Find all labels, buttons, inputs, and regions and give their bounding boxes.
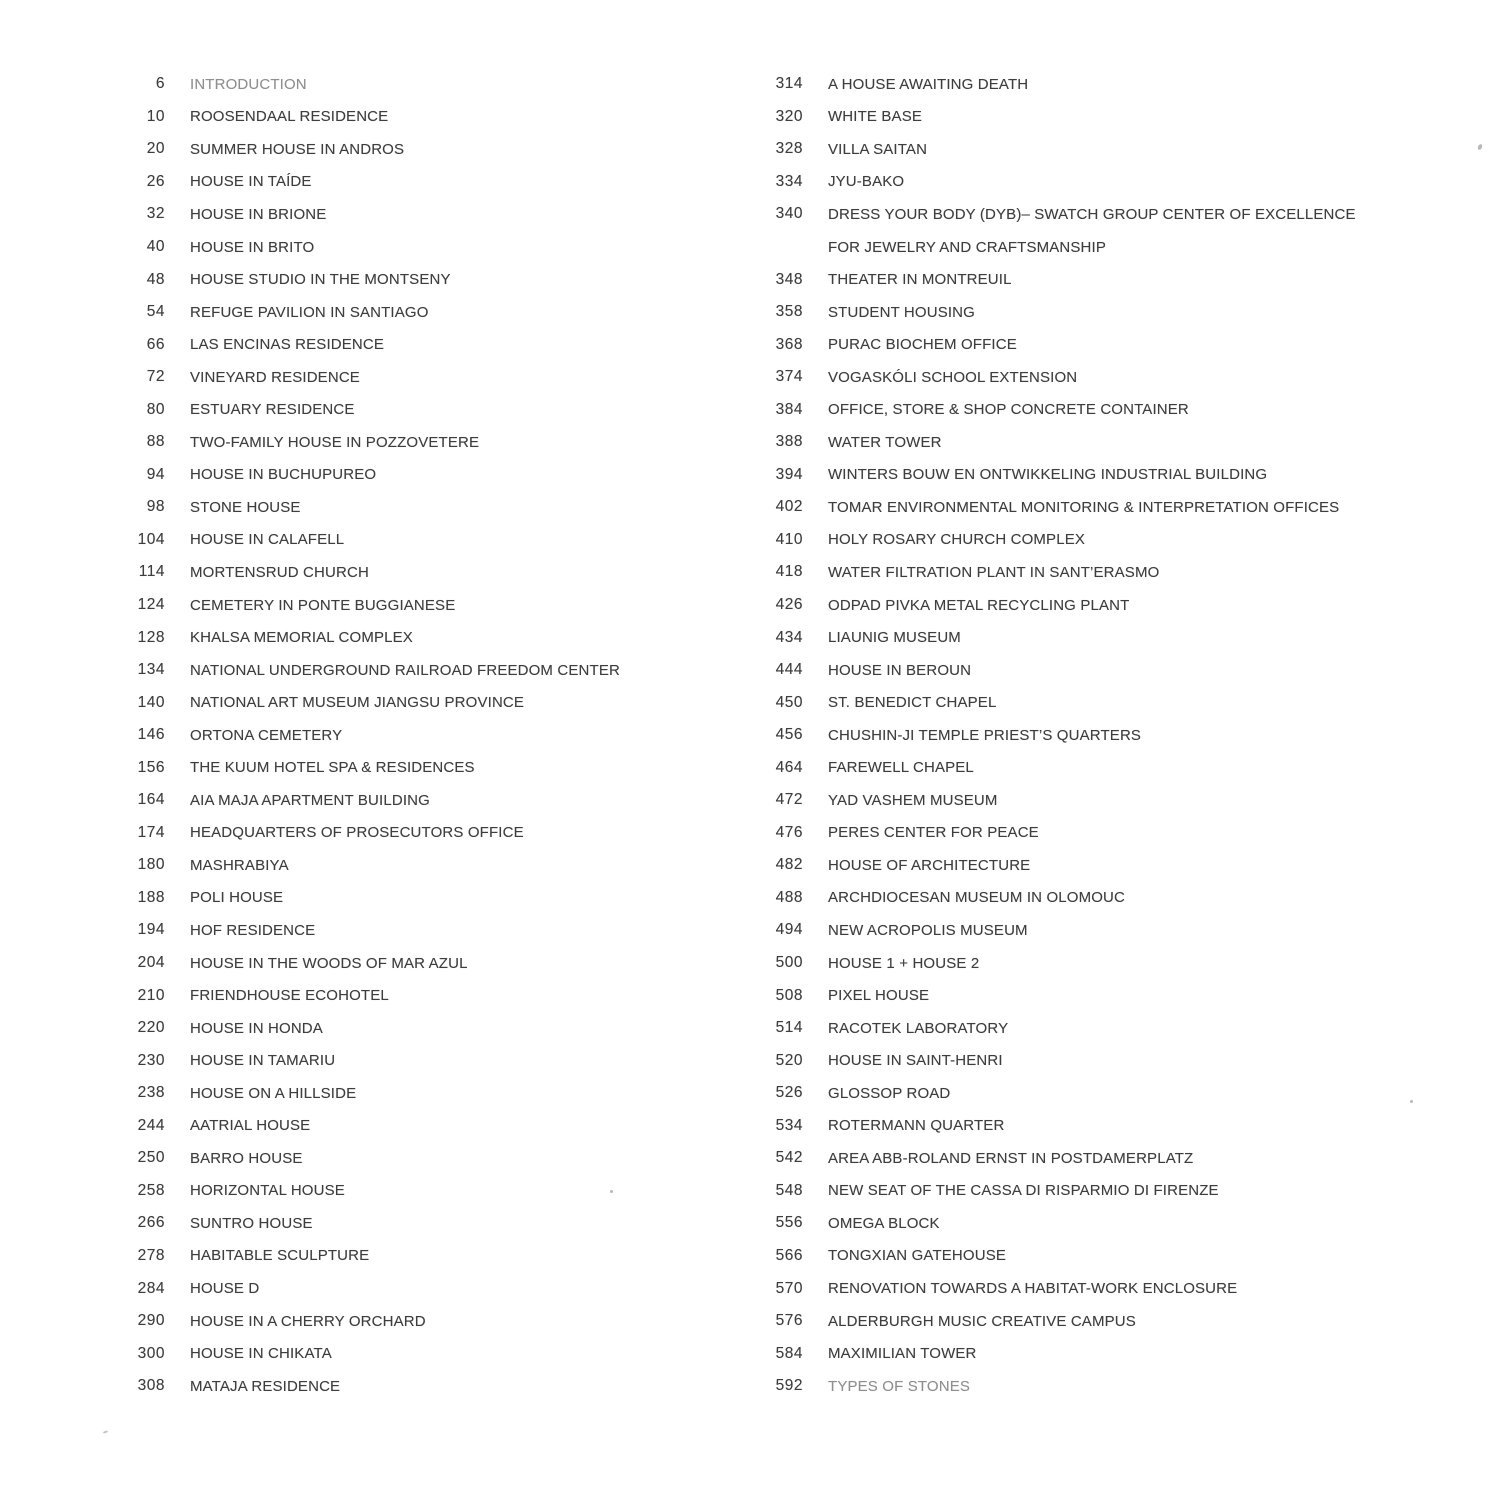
entry-title: TYPES OF STONES [828,1377,971,1395]
entry-title: RENOVATION TOWARDS A HABITAT-WORK ENCLOSURE [828,1280,1238,1297]
page-number: 334 [775,172,803,190]
toc-row [738,426,1438,459]
entry-title: AIA MAJA APARTMENT BUILDING [190,791,430,809]
entry-title: BARRO HOUSE [190,1149,303,1167]
entry-title: ROOSENDAAL RESIDENCE [190,108,389,126]
toc-row [738,621,1438,654]
entry-title: WATER TOWER [828,433,942,451]
entry-title: HOUSE STUDIO IN THE MONTSENY [190,271,451,289]
page-number: 542 [775,1149,803,1167]
page-number: 188 [137,888,165,906]
entry-title: HOUSE IN TAMARIU [190,1052,336,1070]
toc-row [738,979,1438,1012]
page-number: 300 [137,1344,165,1362]
toc-row [100,101,730,134]
page-number: 340 [775,205,803,223]
page-number: 566 [775,1246,803,1264]
entry-title: VOGASKÓLI SCHOOL EXTENSION [828,368,1078,386]
entry-title: ORTONA CEMETERY [190,726,343,744]
entry-title: WHITE BASE [828,108,923,126]
page-number: 494 [775,921,803,939]
toc-row [738,491,1438,524]
page-number: 576 [775,1312,803,1330]
page-number: 526 [775,1084,803,1102]
toc-row [100,1077,730,1110]
page-number: 444 [775,661,803,679]
page-number: 508 [775,986,803,1004]
page-number: 266 [137,1214,165,1232]
entry-title: CHUSHIN-JI TEMPLE PRIEST’S QUARTERS [828,726,1142,744]
toc-row [738,1370,1438,1403]
page-number: 88 [146,433,165,451]
page-number: 418 [775,563,803,581]
entry-title: HOUSE IN BRIONE [190,205,327,223]
page-number: 134 [137,661,165,679]
page-number: 290 [137,1312,165,1330]
entry-title: HOF RESIDENCE [190,921,316,939]
scan-speck [103,1430,108,1434]
page-number: 146 [137,726,165,744]
page-number: 94 [146,465,165,483]
toc-row [100,784,730,817]
entry-title: PIXEL HOUSE [828,987,930,1005]
page-number: 520 [775,1051,803,1069]
page-number: 384 [775,400,803,418]
entry-title: HOLY ROSARY CHURCH COMPLEX [828,531,1086,549]
toc-row [100,751,730,784]
entry-title: GLOSSOP ROAD [828,1084,951,1102]
page-number: 472 [775,791,803,809]
toc-row [738,1272,1438,1305]
page-number: 456 [775,726,803,744]
entry-title: PURAC BIOCHEM OFFICE [828,336,1017,354]
toc-row [738,328,1438,361]
toc-row [100,361,730,394]
page-number: 482 [775,856,803,874]
toc-row [738,914,1438,947]
toc-row [100,263,730,296]
page-number: 464 [775,758,803,776]
toc-row [100,719,730,752]
toc-row [100,198,730,231]
page-number: 534 [775,1116,803,1134]
toc-column-left [100,68,730,1402]
page-number: 194 [137,921,165,939]
page-number: 230 [137,1051,165,1069]
entry-title: AATRIAL HOUSE [190,1117,311,1135]
page-number: 20 [146,140,165,158]
page-number: 556 [775,1214,803,1232]
page-number: 156 [137,758,165,776]
page-number: 220 [137,1019,165,1037]
entry-title: DRESS YOUR BODY (DYB)– SWATCH GROUP CENTER OF EXCELLENCE [828,205,1356,223]
page-number: 402 [775,498,803,516]
entry-title: LAS ENCINAS RESIDENCE [190,336,385,354]
toc-row [738,1175,1438,1208]
entry-title: WINTERS BOUW EN ONTWIKKELING INDUSTRIAL BUILDING [828,466,1268,484]
toc-row [738,654,1438,687]
toc-row [100,914,730,947]
toc-row [738,68,1438,101]
toc-row [738,1240,1438,1273]
page-number: 124 [137,596,165,614]
page-number: 238 [137,1084,165,1102]
entry-title: THE KUUM HOTEL SPA & RESIDENCES [190,759,475,777]
page-number: 66 [146,335,165,353]
entry-title: MASHRABIYA [190,856,289,874]
page-number: 308 [137,1377,165,1395]
toc-row [100,1305,730,1338]
toc-row [100,133,730,166]
page-number: 488 [775,888,803,906]
entry-title: HORIZONTAL HOUSE [190,1182,345,1200]
toc-row [738,686,1438,719]
page-number: 394 [775,465,803,483]
entry-title: HOUSE ON A HILLSIDE [190,1084,357,1102]
page-number: 500 [775,954,803,972]
toc-row [738,784,1438,817]
toc-row [738,1142,1438,1175]
page-number: 180 [137,856,165,874]
page-number: 140 [137,693,165,711]
page-number: 164 [137,791,165,809]
page-number: 584 [775,1344,803,1362]
toc-row [100,589,730,622]
entry-title: A HOUSE AWAITING DEATH [828,75,1029,93]
page-number: 320 [775,107,803,125]
entry-title: HOUSE IN TAÍDE [190,173,312,191]
toc-row [738,1077,1438,1110]
page-number: 32 [146,205,165,223]
entry-title: ALDERBURGH MUSIC CREATIVE CAMPUS [828,1312,1136,1330]
entry-title: HOUSE IN HONDA [190,1019,323,1037]
entry-title: HOUSE IN CHIKATA [190,1345,332,1363]
toc-row [738,1337,1438,1370]
page-number: 314 [775,75,803,93]
entry-title: LIAUNIG MUSEUM [828,629,961,647]
page-number: 54 [146,303,165,321]
page-number: 358 [775,303,803,321]
entry-title: AREA ABB-ROLAND ERNST IN POSTDAMERPLATZ [828,1149,1194,1167]
toc-row [100,817,730,850]
page-number: 48 [146,270,165,288]
toc-row [100,654,730,687]
entry-title: NATIONAL UNDERGROUND RAILROAD FREEDOM CENTER [190,661,620,679]
page-number: 114 [138,563,165,581]
toc-row [100,1207,730,1240]
entry-title: RACOTEK LABORATORY [828,1019,1009,1037]
entry-title: ROTERMANN QUARTER [828,1117,1005,1135]
toc-row [738,589,1438,622]
toc-row [100,491,730,524]
entry-title: YAD VASHEM MUSEUM [828,791,998,809]
page-number: 374 [775,368,803,386]
page-number: 258 [137,1181,165,1199]
entry-title: PERES CENTER FOR PEACE [828,824,1039,842]
entry-title: FRIENDHOUSE ECOHOTEL [190,987,389,1005]
entry-title: JYU-BAKO [828,173,905,191]
toc-row [738,133,1438,166]
page-number: 328 [775,140,803,158]
page-number: 514 [775,1019,803,1037]
entry-title: WATER FILTRATION PLANT IN SANT’ERASMO [828,563,1160,581]
entry-title: HEADQUARTERS OF PROSECUTORS OFFICE [190,824,524,842]
entry-title: MATAJA RESIDENCE [190,1377,341,1395]
toc-row [100,68,730,101]
toc-row [738,296,1438,329]
toc-row [100,1272,730,1305]
scan-speck [610,1190,613,1193]
toc-row [738,524,1438,557]
page-number: 210 [137,986,165,1004]
page-number: 278 [137,1246,165,1264]
toc-row [100,459,730,492]
toc-row [100,328,730,361]
entry-title: HOUSE IN BEROUN [828,661,972,679]
entry-title: REFUGE PAVILION IN SANTIAGO [190,303,429,321]
page-number: 72 [146,368,165,386]
page-number: 250 [137,1149,165,1167]
page-number: 410 [775,530,803,548]
page-number: 174 [137,823,165,841]
toc-row [100,166,730,199]
entry-title: ODPAD PIVKA METAL RECYCLING PLANT [828,596,1130,614]
toc-row [100,621,730,654]
scan-speck [1410,1100,1413,1103]
page-number: 476 [775,823,803,841]
toc-row [738,817,1438,850]
entry-title: STONE HOUSE [190,498,301,516]
page-number: 434 [775,628,803,646]
page-number: 548 [775,1181,803,1199]
page-number: 348 [775,270,803,288]
page-number: 450 [775,693,803,711]
entry-title: NATIONAL ART MUSEUM JIANGSU PROVINCE [190,694,525,712]
entry-title: VINEYARD RESIDENCE [190,368,360,386]
entry-title: STUDENT HOUSING [828,303,975,321]
toc-row [738,101,1438,134]
toc-row [738,751,1438,784]
entry-title: ESTUARY RESIDENCE [190,401,355,419]
toc-row [738,1305,1438,1338]
toc-row [738,361,1438,394]
entry-title: HOUSE IN SAINT-HENRI [828,1052,1003,1070]
toc-row [738,263,1438,296]
entry-title: HOUSE OF ARCHITECTURE [828,856,1031,874]
entry-title: FOR JEWELRY AND CRAFTSMANSHIP [828,238,1107,256]
toc-row [738,459,1438,492]
page-number: 26 [146,172,165,190]
entry-title: INTRODUCTION [190,75,307,93]
toc-column-right [738,68,1438,1402]
page-number: 388 [775,433,803,451]
toc-row [100,1337,730,1370]
toc-row [738,947,1438,980]
page-number: 104 [137,530,165,548]
entry-title: HOUSE 1 + HOUSE 2 [828,954,980,972]
toc-row [738,719,1438,752]
entry-title: MORTENSRUD CHURCH [190,563,369,581]
entry-title: HABITABLE SCULPTURE [190,1247,370,1265]
toc-row [100,979,730,1012]
entry-title: OFFICE, STORE & SHOP CONCRETE CONTAINER [828,401,1189,419]
page-number: 592 [775,1377,803,1395]
toc-row [100,947,730,980]
entry-title: CEMETERY IN PONTE BUGGIANESE [190,596,456,614]
entry-title: HOUSE IN CALAFELL [190,531,345,549]
entry-title: SUNTRO HOUSE [190,1214,313,1232]
toc-row [100,1044,730,1077]
entry-title: THEATER IN MONTREUIL [828,271,1012,289]
entry-title: ST. BENEDICT CHAPEL [828,694,997,712]
page-number: 204 [137,954,165,972]
toc-row [100,556,730,589]
toc-row [100,686,730,719]
toc-row [100,1240,730,1273]
entry-title: POLI HOUSE [190,889,284,907]
entry-title: SUMMER HOUSE IN ANDROS [190,140,405,158]
toc-row [738,231,1438,264]
entry-title: HOUSE IN THE WOODS OF MAR AZUL [190,954,468,972]
page-number: 244 [137,1116,165,1134]
page-number: 10 [146,107,165,125]
toc-row [100,426,730,459]
toc-row [100,524,730,557]
toc-row [100,1370,730,1403]
scan-speck [1477,143,1483,150]
entry-title: HOUSE IN BRITO [190,238,315,256]
toc-row [738,849,1438,882]
entry-title: NEW ACROPOLIS MUSEUM [828,921,1028,939]
page-number: 284 [137,1279,165,1297]
toc-row [100,393,730,426]
page-number: 6 [155,75,165,93]
toc-row [100,296,730,329]
toc-row [100,849,730,882]
toc-row [738,1110,1438,1143]
entry-title: TOMAR ENVIRONMENTAL MONITORING & INTERPRETATION OFFICES [828,498,1340,516]
page-number: 128 [137,628,165,646]
entry-title: HOUSE IN A CHERRY ORCHARD [190,1312,426,1330]
page-number: 426 [775,596,803,614]
toc-row [738,393,1438,426]
page-number: 368 [775,335,803,353]
page-number: 98 [146,498,165,516]
toc-row [738,882,1438,915]
toc-row [738,198,1438,231]
page-number: 40 [146,238,165,255]
toc-row [738,1207,1438,1240]
entry-title: HOUSE IN BUCHUPUREO [190,466,377,484]
toc-row [100,1110,730,1143]
toc-row [100,1175,730,1208]
toc-row [738,1044,1438,1077]
page-number: 80 [146,400,165,418]
entry-title: FAREWELL CHAPEL [828,759,974,777]
entry-title: TONGXIAN GATEHOUSE [828,1247,1007,1265]
entry-title: VILLA SAITAN [828,140,928,158]
toc-row [100,1142,730,1175]
entry-title: OMEGA BLOCK [828,1214,940,1232]
page-number: 570 [775,1279,803,1297]
toc-row [100,231,730,264]
entry-title: MAXIMILIAN TOWER [828,1345,977,1363]
entry-title: KHALSA MEMORIAL COMPLEX [190,629,413,647]
toc-row [738,1012,1438,1045]
toc-row [100,882,730,915]
entry-title: ARCHDIOCESAN MUSEUM IN OLOMOUC [828,889,1126,907]
entry-title: TWO-FAMILY HOUSE IN POZZOVETERE [190,433,480,451]
toc-row [100,1012,730,1045]
entry-title: HOUSE D [190,1280,260,1297]
entry-title: NEW SEAT OF THE CASSA DI RISPARMIO DI FIRENZE [828,1182,1219,1200]
toc-row [738,166,1438,199]
toc-row [738,556,1438,589]
